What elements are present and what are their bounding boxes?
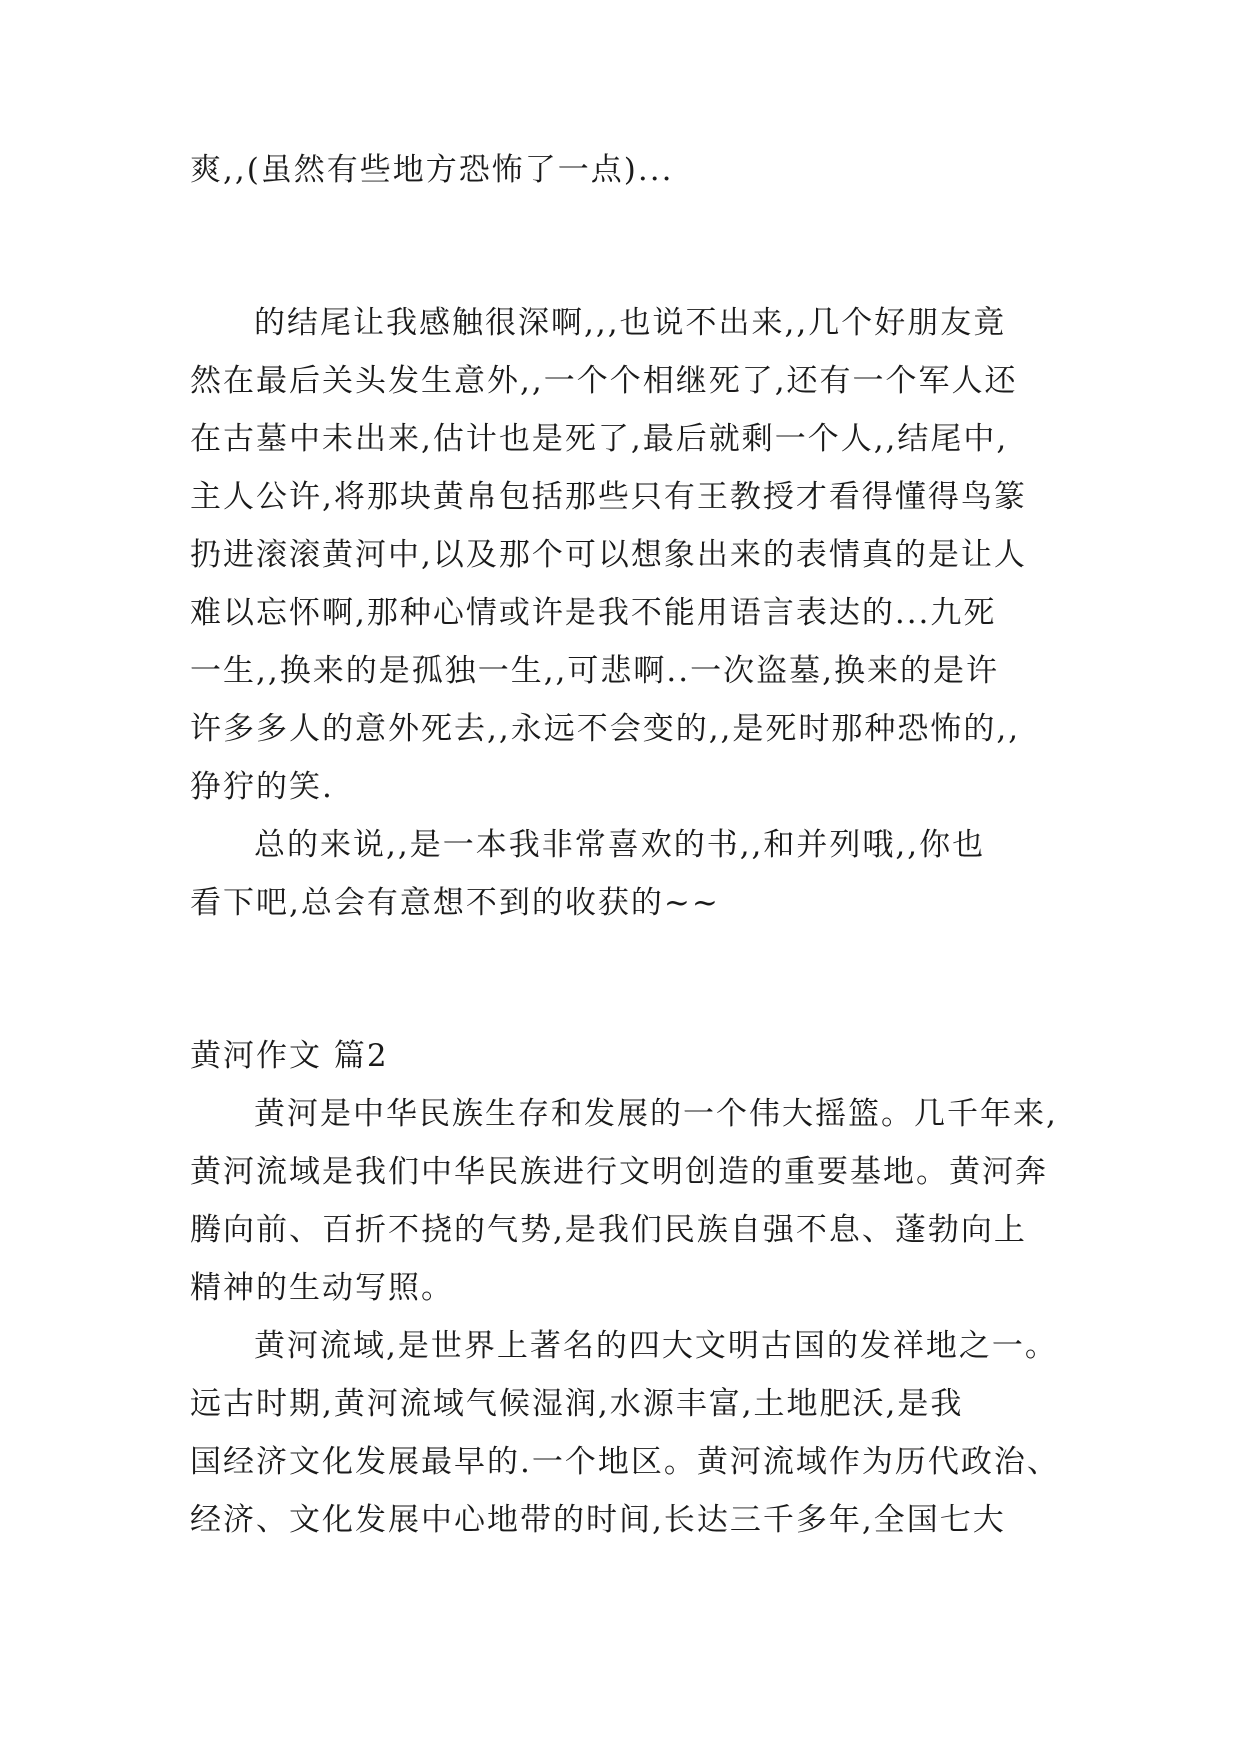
paragraph-line: 主人公许,将那块黄帛包括那些只有王教授才看得懂得鸟篆 (190, 479, 1027, 515)
paragraph-line: 国经济文化发展最早的.一个地区。黄河流域作为历代政治、 (190, 1444, 1060, 1480)
paragraph-line: 经济、文化发展中心地带的时间,长达三千多年,全国七大 (190, 1502, 1006, 1538)
paragraph-line: 在古墓中未出来,估计也是死了,最后就剩一个人,,结尾中, (190, 421, 1009, 457)
section-heading: 黄河作文 篇2 (190, 1038, 389, 1074)
paragraph-line: 总的来说,,是一本我非常喜欢的书,,和并列哦,,你也 (254, 827, 986, 863)
paragraph-line: 难以忘怀啊,那种心情或许是我不能用语言表达的...九死 (190, 595, 997, 631)
paragraph-line: 许多多人的意外死去,,永远不会变的,,是死时那种恐怖的,, (190, 711, 1021, 747)
paragraph-line: 看下吧,总会有意想不到的收获的~~ (190, 885, 720, 921)
paragraph-line: 腾向前、百折不挠的气势,是我们民族自强不息、蓬勃向上 (190, 1212, 1027, 1248)
paragraph-line: 黄河流域,是世界上著名的四大文明古国的发祥地之一。 (254, 1328, 1058, 1364)
paragraph-line: 狰狞的笑. (190, 769, 334, 805)
paragraph-line: 精神的生动写照。 (190, 1270, 454, 1306)
paragraph-line: 的结尾让我感触很深啊,,,也说不出来,,几个好朋友竟 (254, 305, 1007, 341)
paragraph-line: 然在最后关头发生意外,,一个个相继死了,还有一个军人还 (190, 363, 1018, 399)
paragraph-line: 黄河流域是我们中华民族进行文明创造的重要基地。黄河奔 (190, 1154, 1048, 1190)
paragraph-line: 远古时期,黄河流域气候湿润,水源丰富,土地肥沃,是我 (190, 1386, 964, 1422)
paragraph-line: 扔进滚滚黄河中,以及那个可以想象出来的表情真的是让人 (190, 537, 1027, 573)
paragraph-line: 一生,,换来的是孤独一生,,可悲啊..一次盗墓,换来的是许 (190, 653, 999, 689)
paragraph-line: 黄河是中华民族生存和发展的一个伟大摇篮。几千年来, (254, 1096, 1058, 1132)
text-line: 爽,,(虽然有些地方恐怖了一点)... (190, 152, 674, 188)
